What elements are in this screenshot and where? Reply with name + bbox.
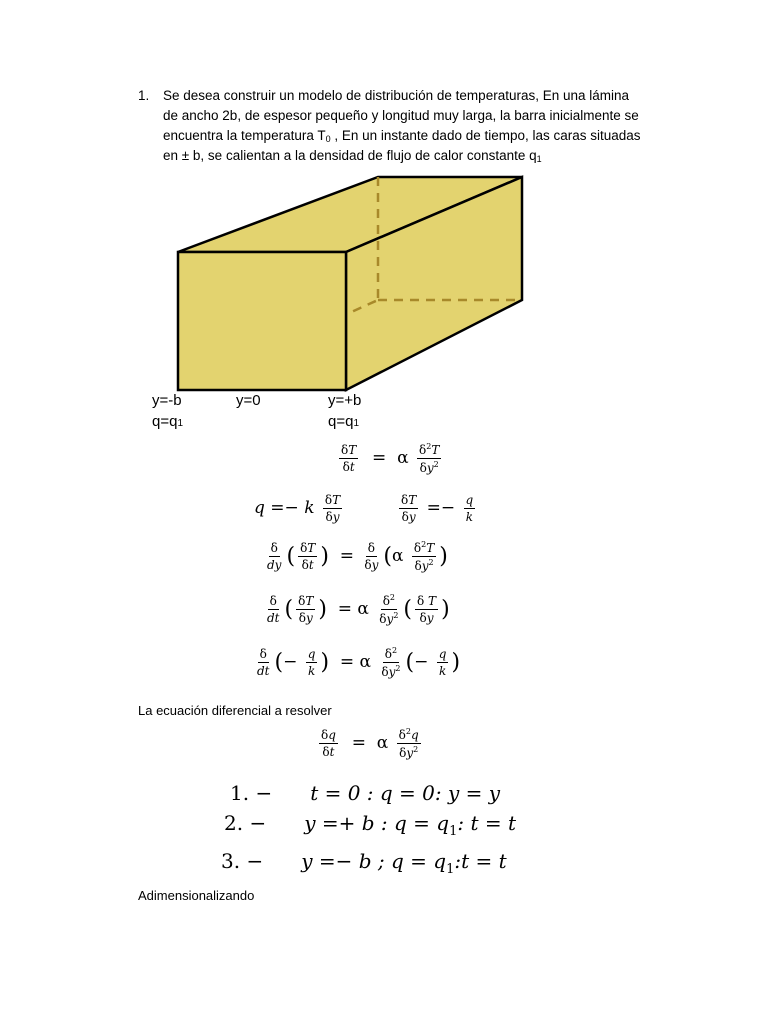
flux-equation: $\frac{\delta q}{\delta t}$ = α $\frac{\delta^2q}{\delta y^2}$ [321, 727, 419, 760]
slab-figure [170, 170, 530, 395]
slab-front-face [178, 252, 346, 390]
differential-equation-caption: La ecuación diferencial a resolver [138, 703, 332, 718]
label-left-q: q=q1 [152, 413, 184, 430]
heat-equation: $\frac{\delta T}{\delta t}$ = α $\frac{\delta^2T}{\delta y^2}$ [341, 442, 440, 475]
label-center-y: y=0 [236, 392, 261, 409]
derivative-step-1: $\frac{\delta}{dy}$ ( $\frac{\delta T}{\delta t}$ ) = $\frac{\delta}{\delta y}$ (α $\frac{\delta^2T}{\delta y^2}$ ) [267, 540, 448, 573]
boundary-condition-2: 2. − y =+ b : $q = q_1$: t = t [224, 811, 517, 839]
problem-line-1: Se desea construir un modelo de distribución de temperaturas, En una lámina [163, 88, 630, 103]
boundary-condition-1: 1. − t = 0 : q = 0: y = y [230, 781, 501, 805]
derivative-step-2: $\frac{\delta}{dt}$ ( $\frac{\delta T}{\delta y}$ ) = α $\frac{\delta^2}{\delta y^2}$ ( $\frac{\text{δ T}}{\delta y}$ ) [267, 593, 450, 626]
label-right-y: y=+b [328, 392, 362, 409]
nondimensionalizing-caption: Adimensionalizando [138, 888, 255, 903]
problem-line-4: en ± b, se calientan a la densidad de flujo de calor constante $q_1$ [163, 148, 542, 164]
label-right-q: q=q1 [328, 413, 360, 430]
boundary-condition-3: 3. − y =− b ; $q = q_1:t = t$ [221, 849, 507, 877]
problem-line-3: encuentra la temperatura $T_0$ , En un instante dado de tiempo, las caras situadas [163, 128, 641, 144]
label-left-y: y=-b [152, 392, 182, 409]
fourier-law: q =− k $\frac{\delta T}{\delta y}$ $\frac{\delta T}{\delta y}$ =− $\frac{q}{k}$ [254, 493, 474, 524]
derivative-step-3: $\frac{\delta}{dt}$ (− $\frac{q}{k}$ ) = α $\frac{\delta^2}{\delta y^2}$ (− $\frac{q}{k}$ ) [257, 646, 461, 679]
problem-number: 1. [138, 88, 150, 103]
problem-line-2: de ancho 2b, de espesor pequeño y longitud muy larga, la barra inicialmente se [163, 108, 639, 123]
problem-statement [138, 86, 698, 166]
